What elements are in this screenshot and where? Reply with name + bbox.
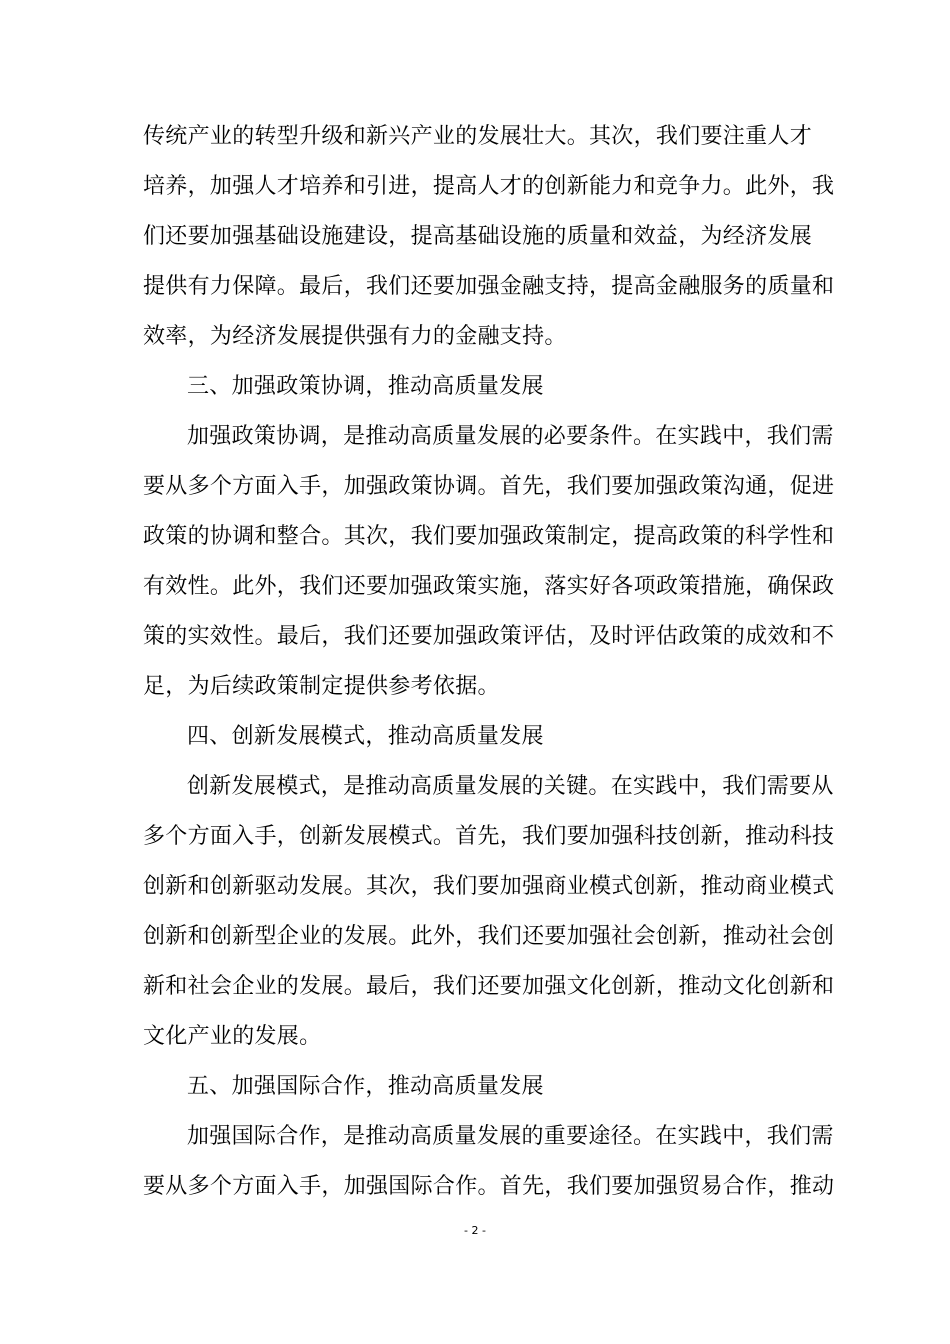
text-line: 文化产业的发展。 <box>143 1024 322 1049</box>
text-line: 有效性。此外，我们还要加强政策实施，落实好各项政策措施，确保政 <box>143 574 835 599</box>
text-line: 策的实效性。最后，我们还要加强政策评估，及时评估政策的成效和不 <box>143 624 835 649</box>
text-line: 新和社会企业的发展。最后，我们还要加强文化创新，推动文化创新和 <box>143 974 835 999</box>
page-number: - 2 - <box>464 1224 486 1237</box>
section-heading: 三、加强政策协调，推动高质量发展 <box>187 374 544 399</box>
text-line: 足，为后续政策制定提供参考依据。 <box>143 674 500 699</box>
text-line: 要从多个方面入手，加强国际合作。首先，我们要加强贸易合作，推动 <box>143 1174 835 1199</box>
text-line: 培养，加强人才培养和引进，提高人才的创新能力和竞争力。此外，我 <box>143 174 835 199</box>
text-line: 效率，为经济发展提供强有力的金融支持。 <box>143 324 567 349</box>
document-body <box>143 112 835 1212</box>
text-line: 政策的协调和整合。其次，我们要加强政策制定，提高政策的科学性和 <box>143 524 835 549</box>
section-heading: 五、加强国际合作，推动高质量发展 <box>187 1074 544 1099</box>
text-line: 传统产业的转型升级和新兴产业的发展壮大。其次，我们要注重人才 <box>143 124 813 149</box>
text-line: 要从多个方面入手，加强政策协调。首先，我们要加强政策沟通，促进 <box>143 474 835 499</box>
text-line: 多个方面入手，创新发展模式。首先，我们要加强科技创新，推动科技 <box>143 824 835 849</box>
text-line: 创新和创新驱动发展。其次，我们要加强商业模式创新，推动商业模式 <box>143 874 835 899</box>
text-line: 们还要加强基础设施建设，提高基础设施的质量和效益，为经济发展 <box>143 224 813 249</box>
text-line: 创新和创新型企业的发展。此外，我们还要加强社会创新，推动社会创 <box>143 924 835 949</box>
text-line: 创新发展模式，是推动高质量发展的关键。在实践中，我们需要从 <box>187 774 834 799</box>
section-heading: 四、创新发展模式，推动高质量发展 <box>187 724 544 749</box>
text-line: 加强政策协调，是推动高质量发展的必要条件。在实践中，我们需 <box>187 424 834 449</box>
text-line: 提供有力保障。最后，我们还要加强金融支持，提高金融服务的质量和 <box>143 274 835 299</box>
text-line: 加强国际合作，是推动高质量发展的重要途径。在实践中，我们需 <box>187 1124 834 1149</box>
